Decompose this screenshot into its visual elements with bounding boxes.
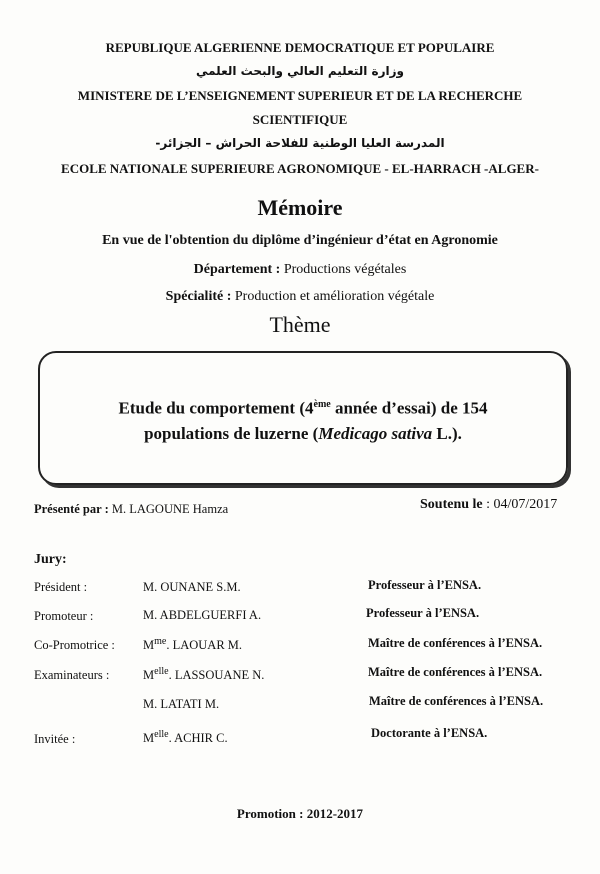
jury-title: Jury: xyxy=(34,552,67,567)
ministry-line-2: SCIENTIFIQUE xyxy=(252,112,348,127)
jury-role: Président : xyxy=(34,580,88,594)
presented-by xyxy=(34,502,228,517)
theme-title xyxy=(40,392,566,446)
department-label: Département : xyxy=(193,262,281,277)
defended-label: Soutenu le xyxy=(420,497,483,512)
ministry-line: MINISTERE DE L’ENSEIGNEMENT SUPERIEUR ET DE LA RECHERCHE xyxy=(77,88,523,103)
diploma-purpose: En vue de l'obtention du diplôme d’ingénieur d’état en Agronomie xyxy=(102,233,498,248)
department xyxy=(0,262,600,278)
speciality xyxy=(0,289,600,305)
theme-text-part: année d’essai) de 154 xyxy=(330,398,488,418)
jury-name: $M^{elle}$. LASSOUANE N. xyxy=(143,666,265,683)
jury-title-label: Maître de conférences à l’ENSA. xyxy=(368,636,543,650)
theme-box xyxy=(38,351,568,485)
theme-text-part: Etude du comportement (4 xyxy=(118,398,314,418)
document-type: Mémoire xyxy=(257,195,343,220)
department-value: Productions végétales xyxy=(283,262,407,277)
promotion: Promotion : 2012-2017 xyxy=(236,806,364,821)
jury-name: M. OUNANE S.M. xyxy=(143,580,241,594)
jury-role: Invitée : xyxy=(34,732,76,746)
presented-value: M. LAGOUNE Hamza xyxy=(111,502,229,516)
jury-role: Co-Promotrice : xyxy=(34,638,115,652)
jury-name: M. ABDELGUERFI A. xyxy=(143,608,262,622)
ministry-arabic: وزارة التعليم العالي والبحث العلمي xyxy=(195,64,405,78)
defended-on xyxy=(420,497,557,513)
theme-text-part: L.). xyxy=(432,423,462,443)
school-arabic: المدرسة العليا الوطنية للفلاحة الحراش – الجزائر- xyxy=(155,136,445,150)
jury-name: $M^{elle}$. ACHIR C. xyxy=(143,729,228,746)
jury-name: M. LATATI M. xyxy=(143,697,220,711)
jury-role: Examinateurs : xyxy=(34,668,110,682)
theme-heading: Thème xyxy=(269,312,331,337)
theme-text-part: populations de luzerne ( xyxy=(144,423,319,443)
jury-title-label: Doctorante à l’ENSA. xyxy=(371,726,488,740)
presented-label: Présenté par : xyxy=(34,502,109,516)
jury-title-label: Professeur à l’ENSA. xyxy=(366,606,480,620)
jury-role: Promoteur : xyxy=(34,609,94,623)
species-name: Medicago sativa xyxy=(318,423,433,443)
speciality-value: Production et amélioration végétale xyxy=(234,289,435,304)
speciality-label: Spécialité : xyxy=(165,289,232,304)
republic-line: REPUBLIQUE ALGERIENNE DEMOCRATIQUE ET POPULAIRE xyxy=(105,40,495,55)
jury-title-label: Maître de conférences à l’ENSA. xyxy=(369,694,544,708)
jury-title-label: Maître de conférences à l’ENSA. xyxy=(368,665,543,679)
defended-value: : 04/07/2017 xyxy=(486,497,558,512)
school-line: ECOLE NATIONALE SUPERIEURE AGRONOMIQUE - EL-HARRACH -ALGER- xyxy=(61,161,539,176)
theme-superscript: ème xyxy=(313,399,331,410)
jury-name: $M^{me}$. LAOUAR M. xyxy=(143,636,243,653)
jury-title-label: Professeur à l’ENSA. xyxy=(368,578,482,592)
